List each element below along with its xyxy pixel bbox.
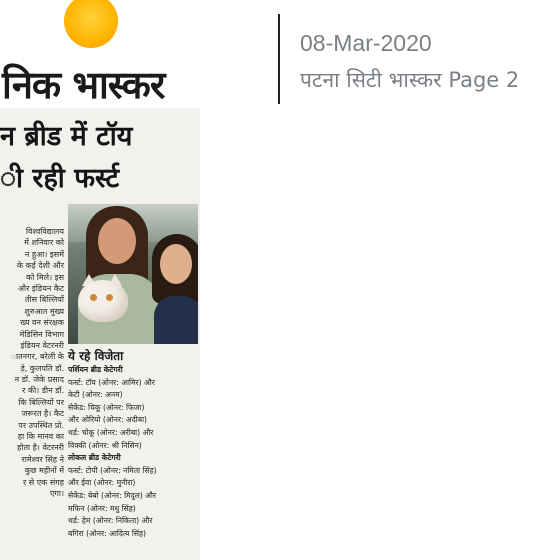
- persian-cat-image: [78, 280, 128, 322]
- winners-entry: थर्ड: हेम (ओनर: निकिता) और: [68, 516, 153, 526]
- article-headline: [0, 116, 200, 200]
- winners-entry: मफिन (ओनर: मधु सिंह): [68, 503, 136, 513]
- winners-list: [68, 364, 200, 540]
- article-body-line: शुरुआत मुख्य: [24, 306, 64, 316]
- news-clipping: [0, 108, 200, 560]
- winners-entry: थर्ड: चोकू (ओनर: अरीबा) और: [68, 427, 154, 437]
- article-body-line: कुछ महीनों में: [24, 466, 64, 476]
- article-body-line: रामेश्वर सिंह ने: [21, 454, 64, 464]
- article-body-line: न डॉ. जेके प्रसाद: [14, 375, 64, 385]
- article-body-line: जरूरत है। कैट: [21, 409, 64, 419]
- masthead-divider: [278, 14, 280, 104]
- winners-title: ये रहे विजेता: [68, 349, 124, 363]
- winners-entry: और ईवा (ओनर: मुनीरा): [68, 478, 136, 488]
- winners-entry: विक्की (ओनर: श्री निसिन): [68, 440, 142, 450]
- article-body-line: र से एक संगह: [22, 477, 64, 487]
- winners-entry: और ओरियो (ओनर: अदीबा): [68, 415, 148, 425]
- headline-line-2: ी रही फर्स्ट: [0, 163, 120, 194]
- article-body-line: इंडियन वेटरनरी: [20, 340, 64, 350]
- article-body-line: ख्य वन संरक्षक: [20, 318, 64, 328]
- headline-line-1: न ब्रीड में टॉय: [0, 121, 133, 152]
- article-body-line: ड़े, कुलपति डॉ.: [20, 363, 64, 373]
- winners-entry: फर्स्ट: टॉय (ओनर: आमिर) और: [68, 377, 155, 387]
- article-body-line: को मिले। इस: [26, 272, 64, 282]
- article-body-line: र की। डीन डॉ.: [22, 386, 64, 396]
- article-body-line: न हुआ। इसमें: [24, 249, 64, 259]
- article-body-line: एगा।: [49, 488, 64, 498]
- article-body-line: और इंडियन कैट: [17, 283, 64, 293]
- winners-entry: केटी (ओनर: अनम): [68, 390, 123, 400]
- winners-entry: सेकेंड: चिकू (ओनर: फिजा): [68, 402, 145, 412]
- article-body-line: विश्वविद्यालय: [25, 227, 64, 236]
- article-body-line: में शनिवार को: [24, 238, 64, 248]
- edition-page-label: पटना सिटी भास्कर Page 2: [300, 68, 520, 92]
- article-body-line: हा कि मानव का: [17, 432, 64, 442]
- article-body-line: पर उपस्थित प्रो.: [18, 420, 64, 430]
- article-body-line: मेडिसिन विभाग: [19, 329, 64, 339]
- article-body-line: होता है। वेटरनरी: [17, 443, 64, 453]
- article-body-line: ातनगर, बरेली के: [11, 352, 64, 362]
- sun-logo-icon: [64, 0, 118, 48]
- article-photo: [68, 204, 198, 344]
- winners-entry: सेकेंड: बेबो (ओनर: मिदुल) और: [68, 490, 157, 500]
- article-body-line: तीस बिल्लियों: [24, 295, 64, 305]
- winners-entry: फर्स्ट: टोपी (ओनर: नमिता सिंह): [68, 465, 157, 475]
- winners-box: [68, 348, 200, 540]
- winners-category-heading: लोकल ब्रीड केटेगरी: [68, 453, 121, 463]
- article-body-column: [2, 226, 64, 499]
- article-body-line: कि बिल्लियों पर: [18, 397, 64, 407]
- publication-date: 08-Mar-2020: [300, 30, 432, 56]
- winners-entry: बगिरा (ओनर: आदित्य सिंह): [68, 528, 146, 538]
- newspaper-brand-title: निक भास्कर: [2, 63, 165, 107]
- article-body-line: के कई देशी और: [16, 261, 64, 271]
- winners-category-heading: पर्शियन ब्रीड केटेगरी: [68, 365, 123, 374]
